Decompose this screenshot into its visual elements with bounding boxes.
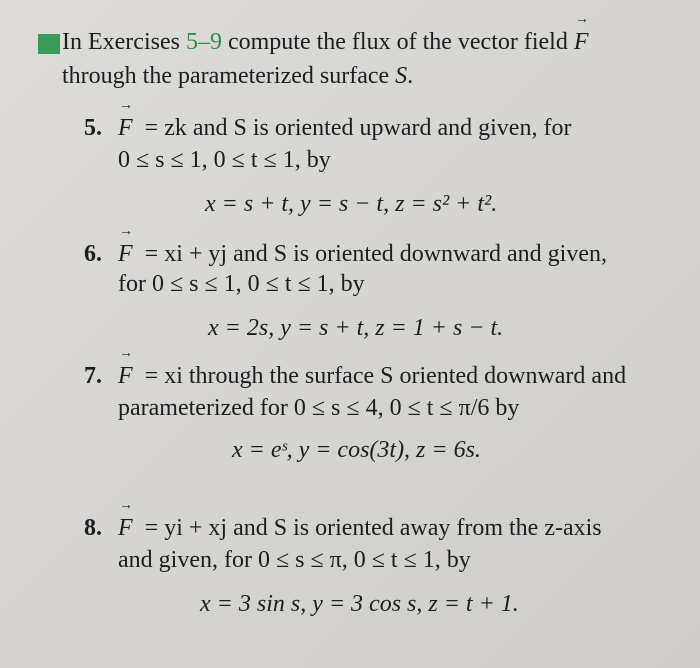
exercise-number: 6. xyxy=(84,241,102,267)
exercise-8-equation: x = 3 sin s, y = 3 cos s, z = t + 1. xyxy=(200,591,519,617)
exercise-5-equation: x = s + t, y = s − t, z = s² + t². xyxy=(205,191,498,217)
exercise-number: 5. xyxy=(84,115,102,141)
section-marker xyxy=(38,34,60,54)
exercise-7-equation: x = eˢ, y = cos(3t), z = 6s. xyxy=(232,437,481,463)
exercise-number: 8. xyxy=(84,515,102,541)
exercise-5-line-1: → F = zk and S is oriented upward and given, for xyxy=(118,114,571,142)
exercise-7-line-1: → F = xi through the surface S oriented downward and xyxy=(118,362,626,390)
exercise-6-equation: x = 2s, y = s + t, z = 1 + s − t. xyxy=(208,315,504,341)
vector-F-symbol: → F xyxy=(118,114,133,142)
intro-line-1: In Exercises 5–9 compute the flux of the vector field → F xyxy=(62,28,589,56)
exercise-6-line-2: for 0 ≤ s ≤ 1, 0 ≤ t ≤ 1, by xyxy=(118,271,365,297)
vector-F-symbol: → F xyxy=(574,28,589,56)
exercise-7-line-2: parameterized for 0 ≤ s ≤ 4, 0 ≤ t ≤ π/6 by xyxy=(118,395,520,421)
vector-F-symbol: → F xyxy=(118,240,133,268)
exercise-range: 5–9 xyxy=(185,29,222,55)
exercise-6-line-1: → F = xi + yj and S is oriented downward and given, xyxy=(118,240,607,268)
surface-S-symbol: S xyxy=(395,63,408,89)
exercise-number: 7. xyxy=(84,363,102,389)
vector-F-symbol: → F xyxy=(118,514,133,542)
vector-F-symbol: → F xyxy=(118,362,133,390)
intro-line-2: through the parameterized surface S. xyxy=(62,63,414,89)
exercise-8-line-2: and given, for 0 ≤ s ≤ π, 0 ≤ t ≤ 1, by xyxy=(118,547,471,573)
exercise-5-line-2: 0 ≤ s ≤ 1, 0 ≤ t ≤ 1, by xyxy=(118,147,331,173)
exercise-8-line-1: → F = yi + xj and S is oriented away from the z-axis xyxy=(118,514,602,542)
